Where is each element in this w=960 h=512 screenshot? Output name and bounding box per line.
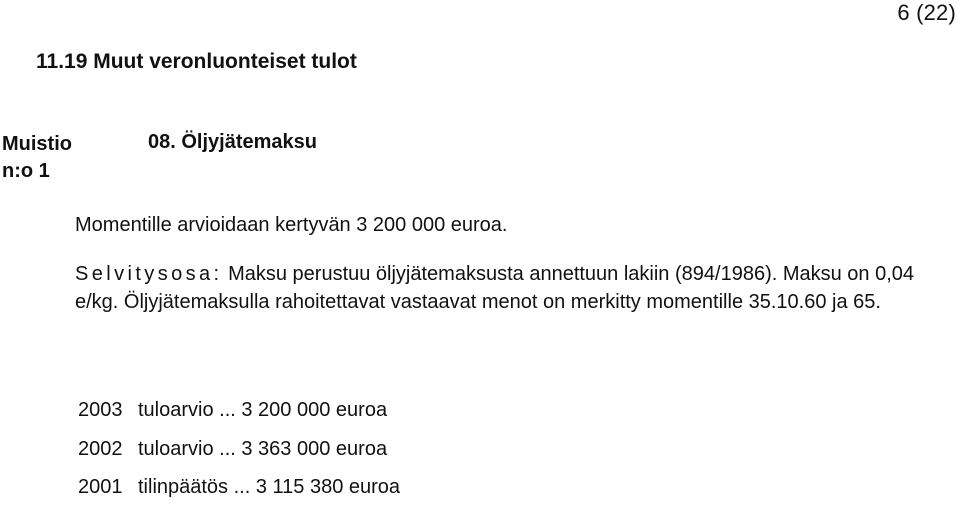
ledger-text: tilinpäätös ... 3 115 380 euroa <box>138 476 401 498</box>
explanation-text: Maksu perustuu öljyjätemaksusta annettuun lakiin (894/1986). Maksu on 0,04 e/kg. Öljyjätemaksulla rahoitettavat vastaavat menot on merkitty momentille 35.10.60 ja 65. <box>75 263 915 313</box>
ledger-year: 2001 <box>78 476 123 498</box>
ledger-table <box>78 396 400 512</box>
explanation-paragraph <box>75 260 925 316</box>
explanation-label: Selvitysosa: <box>75 263 223 285</box>
ledger-text: tuloarvio ... 3 200 000 euroa <box>138 399 388 421</box>
subsection-heading: 08. Öljyjätemaksu <box>148 131 317 153</box>
ledger-year: 2003 <box>78 399 123 421</box>
memo-label-line2: n:o 1 <box>2 160 50 182</box>
memo-label-line1: Muistio <box>2 133 72 155</box>
page-number: 6 (22) <box>897 0 956 25</box>
section-heading: 11.19 Muut veronluonteiset tulot <box>36 50 357 73</box>
ledger-row <box>78 435 400 474</box>
ledger-row <box>78 396 400 435</box>
ledger-row <box>78 473 400 512</box>
estimate-paragraph: Momentille arvioidaan kertyvän 3 200 000 euroa. <box>75 214 508 236</box>
ledger-text: tuloarvio ... 3 363 000 euroa <box>138 437 388 460</box>
memo-label <box>2 131 72 185</box>
ledger-year: 2002 <box>78 437 123 460</box>
